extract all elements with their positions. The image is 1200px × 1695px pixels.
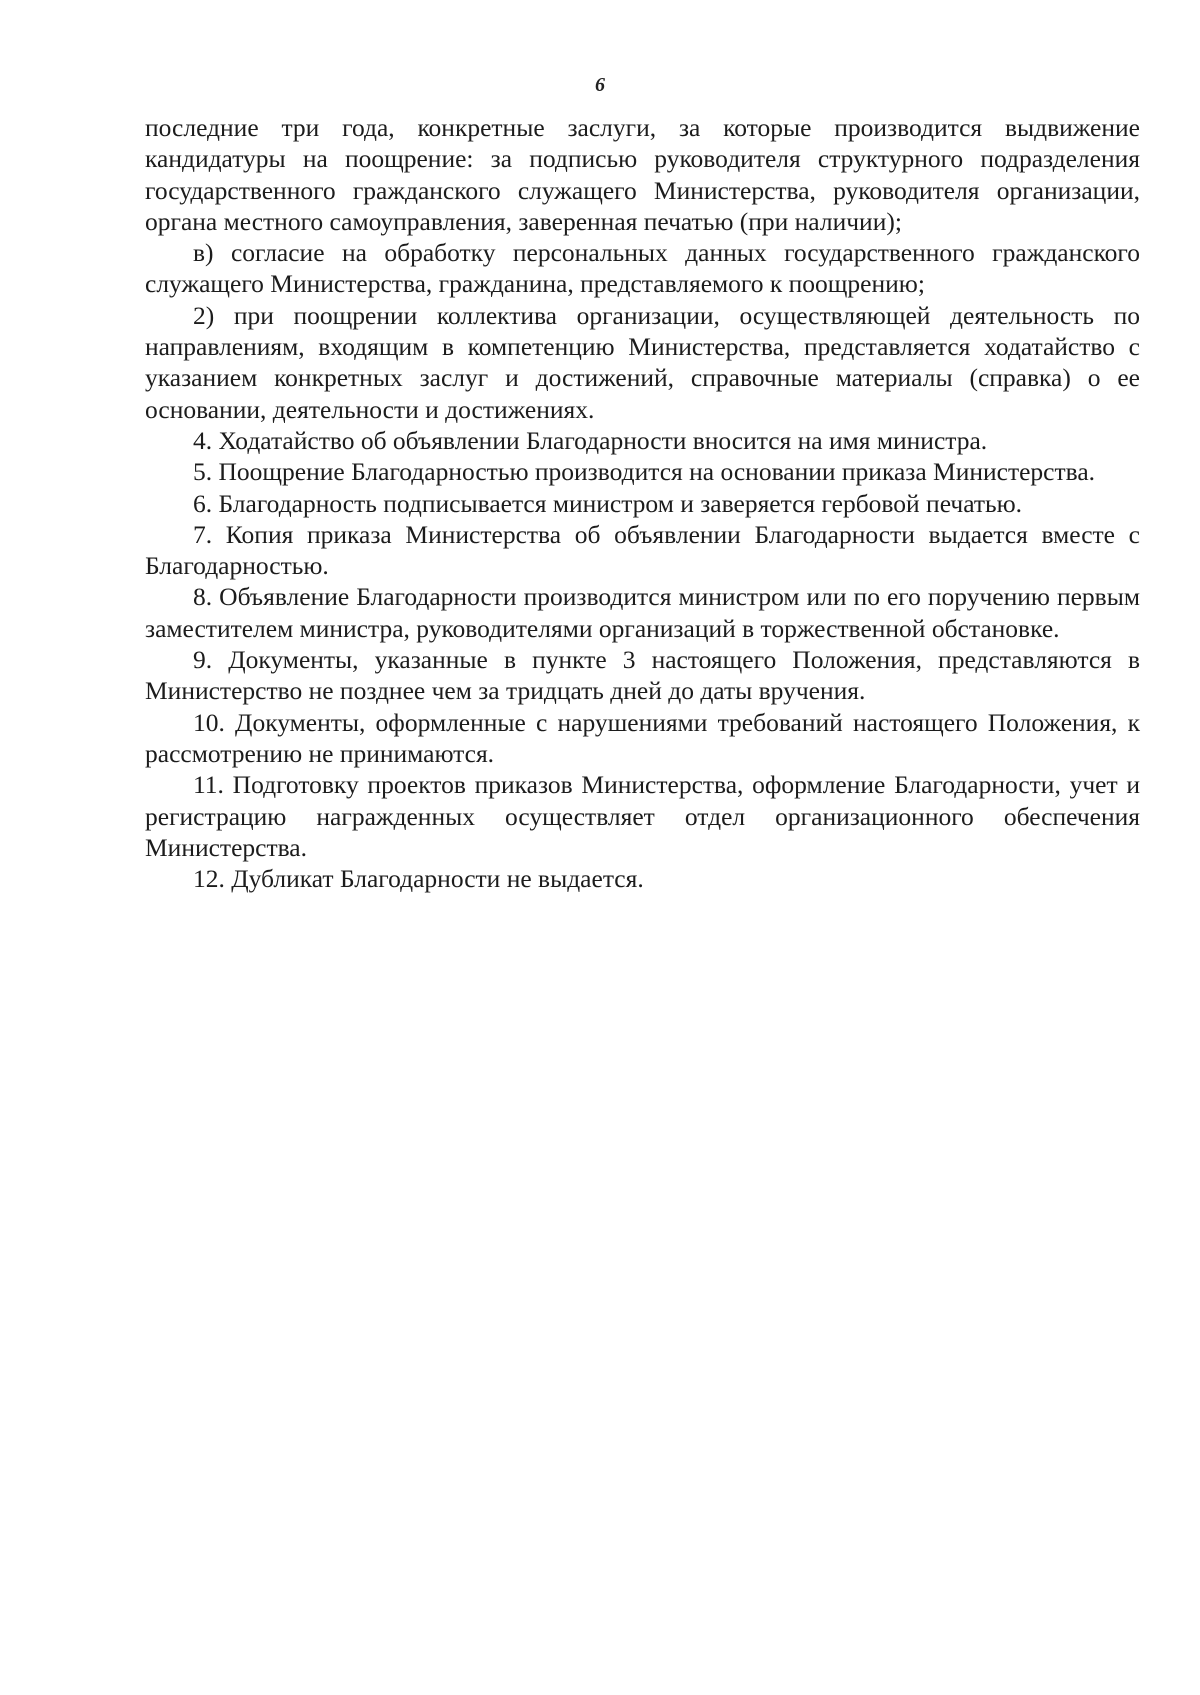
- paragraph-subitem-2: 2) при поощрении коллектива организации, осуществляющей деятельность по направлениям, входящим в компетенцию Министерства, представляется ходатайство с указанием конкретных заслуг и достижений, справочные материалы (справка) о ее основании, деятельности и достижениях.: [145, 300, 1140, 424]
- paragraph-subitem-v: в) согласие на обработку персональных данных государственного гражданского служащего Министерства, гражданина, представляемого к поощрению;: [145, 238, 1140, 299]
- paragraph-item-10: 10. Документы, оформленные с нарушениями требований настоящего Положения, к рассмотрению не принимаются.: [145, 707, 1140, 768]
- paragraph-item-9: 9. Документы, указанные в пункте 3 настоящего Положения, представляются в Министерство не позднее чем за тридцать дней до даты вручения.: [145, 645, 1140, 706]
- paragraph-item-7: 7. Копия приказа Министерства об объявлении Благодарности выдается вместе с Благодарностью.: [145, 519, 1140, 581]
- document-body: [145, 112, 1140, 894]
- paragraph-item-6: 6. Благодарность подписывается министром и заверяется гербовой печатью.: [193, 488, 1023, 518]
- paragraph-item-12: 12. Дубликат Благодарности не выдается.: [193, 864, 644, 894]
- paragraph-item-8: 8. Объявление Благодарности производится министром или по его поручению первым заместителем министра, руководителями организаций в торжественной обстановке.: [145, 582, 1140, 643]
- page-number: 6: [595, 74, 605, 96]
- paragraph-item-4: 4. Ходатайство об объявлении Благодарности вносится на имя министра.: [193, 425, 988, 455]
- paragraph-item-5: 5. Поощрение Благодарностью производится на основании приказа Министерства.: [193, 457, 1096, 487]
- paragraph-item-11: 11. Подготовку проектов приказов Министерства, оформление Благодарности, учет и регистрацию награжденных осуществляет отдел организационного обеспечения Министерства.: [145, 770, 1140, 862]
- paragraph-continuation: последние три года, конкретные заслуги, за которые производится выдвижение кандидатуры на поощрение: за подписью руководителя структурного подразделения государственного гражданского служащего Министерства, руководителя организации, органа местного самоуправления, заверенная печатью (при наличии);: [145, 113, 1140, 236]
